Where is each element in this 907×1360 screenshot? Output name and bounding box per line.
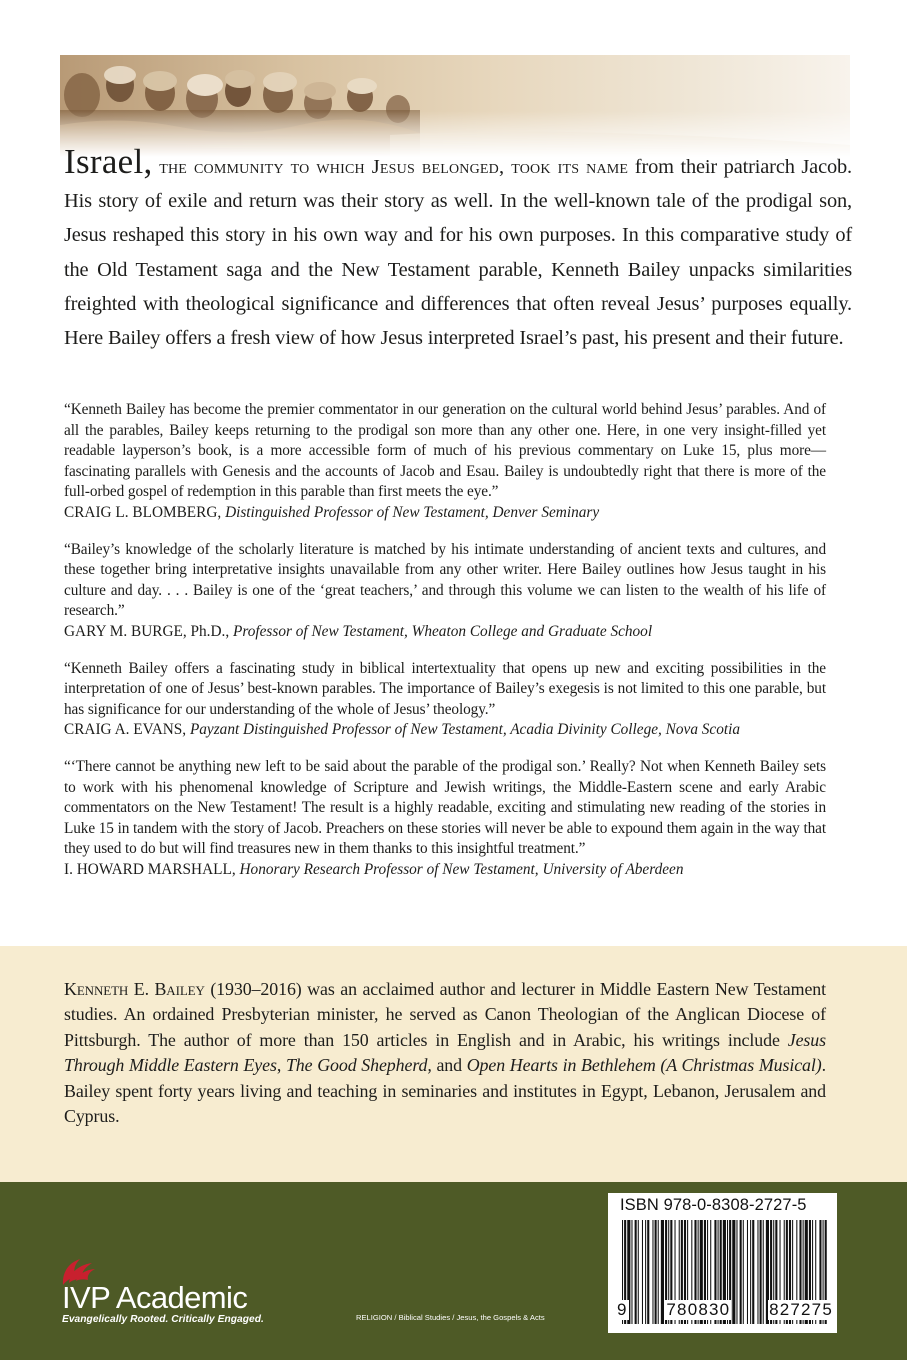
bio-book-2: The Good Shepherd, <box>285 1055 432 1076</box>
endorser-name: CRAIG L. BLOMBERG, <box>64 503 226 521</box>
endorsements <box>64 400 826 880</box>
header-painting-artwork <box>60 55 850 157</box>
endorsement-blomberg <box>64 400 826 524</box>
endorsement-quote: “Kenneth Bailey offers a fascinating study in biblical intertextuality that opens up new and exciting possibilities in the interpretation of one of Jesus’ best-known parables. The importance of Bailey’s exegesis is not limited to this one parable, but has significance for our understanding of the whole of Jesus’ theology.” <box>64 659 826 718</box>
endorsement-quote: “Kenneth Bailey has become the premier commentator in our generation on the cultural world behind Jesus’ parables. And of all the parables, Bailey keeps returning to the prodigal son more than any other one. Here, in one very insight-filled yet readable layperson’s book, is a more accessible form of much of his previous commentary on Luke 15, plus more—fascinating parallels with Genesis and the accounts of Jacob and Esau. Bailey is undoubtedly right that there is more of the full-orbed gospel of redemption in this parable than first meets the eye.” <box>64 401 826 501</box>
endorsement-quote: “Bailey’s knowledge of the scholarly literature is matched by his intimate understanding of ancient texts and cultures, and these together bring interpretative insights unavailable from any other writer. Here Bailey outlines how Jesus taught in his culture and day. . . . Bailey is one of the ‘great teachers,’ and through this volume we can listen to the wealth of his life of research.” <box>64 540 826 620</box>
bio-text-1: (1930–2016) was an acclaimed author and lecturer in Middle Eastern New Testament studies. An ordained Presbyterian minister, he served as Canon Theologian of the Anglican Diocese of Pittsburgh. The author of more than 150 articles in English and in Arabic, his writings include <box>64 979 826 1050</box>
endorsement-attribution <box>64 720 826 741</box>
bio-text-2: . Bailey spent forty years living and teaching in seminaries and institutes in Egypt, Lebanon, Jerusalem and Cyprus. <box>64 1055 827 1127</box>
endorser-name: GARY M. BURGE, Ph.D., <box>64 622 233 640</box>
publisher-tagline: Evangelically Rooted. Critically Engaged. <box>62 1314 264 1325</box>
endorsement-attribution <box>64 860 826 881</box>
endorsement-marshall <box>64 757 826 881</box>
endorser-name: I. HOWARD MARSHALL, <box>64 860 240 878</box>
bio-sep-1: , <box>276 1055 286 1076</box>
isbn-label: ISBN 978-0-8308-2727-5 <box>620 1196 807 1214</box>
bio-sep-2: and <box>431 1055 467 1076</box>
lead-text: from their patriarch Jacob. His story of exile and return was their story as well. In the well-known tale of the prodigal son, Jesus reshaped this story in his own way and for his own purposes. In this comparative study of the Old Testament saga and the New Testament parable, Kenneth Bailey unpacks similarities freighted with theological significance and differences that often reveal Jesus’ purposes equally. Here Bailey offers a fresh view of how Jesus interpreted Israel’s past, his present and their future. <box>64 156 853 350</box>
author-bio <box>64 977 826 1129</box>
bio-book-1: Jesus Through Middle Eastern Eyes <box>64 1029 826 1076</box>
lead-smallcaps-phrase: the community to which Jesus belonged, took its name <box>159 156 629 178</box>
endorser-title: Distinguished Professor of New Testament, Denver Seminary <box>225 503 600 521</box>
endorser-title: Honorary Research Professor of New Testament, University of Aberdeen <box>239 860 684 878</box>
endorsement-quote: “‘There cannot be anything new left to be said about the parable of the prodigal son.’ Really? Not when Kenneth Bailey sets to work with his phenomenal knowledge of Scripture and Jewish writings, the Middle-Eastern scene and early Arabic commentators on the New Testament! The result is a highly readable, exciting and stimulating new reading of the stories in Luke 15 in tandem with the story of Jacob. Preachers on these stories will never be able to expound them again in the way that they used to do but will find treasures new in them thanks to this insightful treatment.” <box>64 757 826 858</box>
endorser-title: Payzant Distinguished Professor of New Testament, Acadia Divinity College, Nova Scotia <box>189 721 741 739</box>
endorser-name: CRAIG A. EVANS, <box>64 721 190 739</box>
bio-book-3: Open Hearts in Bethlehem (A Christmas Musical) <box>466 1055 822 1076</box>
endorsement-attribution <box>64 622 826 643</box>
barcode-digit-prefix: 9 <box>617 1300 628 1319</box>
lead-drop-word: Israel, <box>64 142 153 181</box>
barcode-digits <box>616 1300 834 1320</box>
endorsement-burge <box>64 540 826 643</box>
bisac-category: RELIGION / Biblical Studies / Jesus, the Gospels & Acts <box>356 1313 545 1322</box>
endorsement-attribution <box>64 503 826 524</box>
publisher-logo-text: IVP Academic <box>62 1280 248 1315</box>
lead-paragraph <box>64 142 853 355</box>
bio-author-name: Kenneth E. Bailey <box>64 979 205 999</box>
barcode-digit-group-2: 827275 <box>769 1300 833 1319</box>
endorser-title: Professor of New Testament, Wheaton College and Graduate School <box>233 622 653 640</box>
endorsement-evans <box>64 659 826 741</box>
header-painting <box>60 55 850 157</box>
barcode-digit-group-1: 780830 <box>666 1300 731 1319</box>
